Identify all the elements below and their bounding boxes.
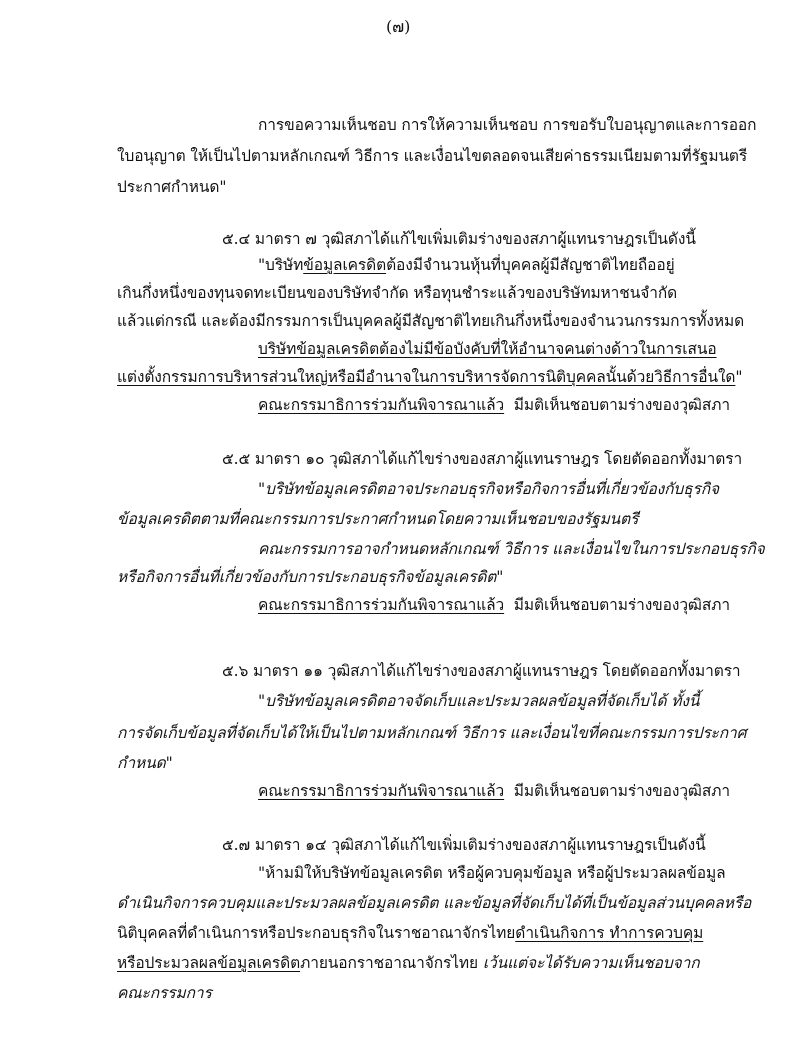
- deleted-text-line: ข้อมูลเครดิตตามที่คณะกรรมการประกาศกำหนดโดยความเห็นชอบของรัฐมนตรี: [117, 510, 639, 528]
- underlined-text: ข้อมูลเครดิต: [303, 256, 387, 274]
- underlined-text: ดำเนินกิจการ ทำการควบคุม: [515, 924, 704, 942]
- opinion-text: มีมติเห็นชอบตามร่างของวุฒิสภา: [513, 396, 730, 414]
- deleted-text-line: "บริษัทข้อมูลเครดิตอาจประกอบธุรกิจหรือกิจการอื่นที่เกี่ยวข้องกับธุรกิจ: [258, 480, 720, 498]
- quote-line-underlined: บริษัทข้อมูลเครดิตต้องไม่มีข้อบังคับที่ให้อำนาจคนต่างด้าวในการเสนอ: [258, 340, 717, 358]
- deleted-text: เว้นแต่จะได้รับความเห็นชอบจาก: [478, 954, 700, 972]
- section-heading-5-4: ๕.๔ มาตรา ๗ วุฒิสภาได้แก้ไขเพิ่มเติมร่างของสภาผู้แทนราษฎรเป็นดังนี้: [222, 230, 696, 248]
- quote-line: "บริษัทข้อมูลเครดิตต้องมีจำนวนหุ้นที่บุคคลผู้มีสัญชาติไทยถืออยู่: [258, 256, 675, 274]
- paragraph-line: ประกาศกำหนด": [117, 178, 227, 196]
- section-heading-5-6: ๕.๖ มาตรา ๑๑ วุฒิสภาได้แก้ไขร่างของสภาผู้แทนราษฎร โดยตัดออกทั้งมาตรา: [222, 662, 741, 680]
- quote-line: แล้วแต่กรณี และต้องมีกรรมการเป็นบุคคลผู้มีสัญชาติไทยเกินกึ่งหนึ่งของจำนวนกรรมการทั้งหมด: [117, 312, 745, 330]
- deleted-text-line: ดำเนินกิจการควบคุมและประมวลผลข้อมูลเครดิต และข้อมูลที่จัดเก็บได้ที่เป็นข้อมูลส่วนบุคคลหรือ: [117, 894, 752, 912]
- paragraph-line: การขอความเห็นชอบ การให้ความเห็นชอบ การขอรับใบอนุญาตและการออก: [258, 116, 757, 134]
- committee-label: คณะกรรมาธิการร่วมกันพิจารณาแล้ว: [258, 782, 505, 800]
- committee-resolution: [258, 780, 730, 802]
- committee-label: คณะกรรมาธิการร่วมกันพิจารณาแล้ว: [258, 596, 505, 614]
- deleted-text-line: การจัดเก็บข้อมูลที่จัดเก็บได้ให้เป็นไปตามหลักเกณฑ์ วิธีการ และเงื่อนไขที่คณะกรรมการประกาศ: [117, 724, 747, 742]
- quote-line: แต่งตั้งกรรมการบริหารส่วนใหญ่หรือมีอำนาจในการบริหารจัดการนิติบุคคลนั้นด้วยวิธีการอื่นใด": [117, 368, 743, 386]
- underlined-text: หรือประมวลผลข้อมูลเครดิต: [117, 954, 301, 972]
- quote-line: นิติบุคคลที่ดำเนินการหรือประกอบธุรกิจในราชอาณาจักรไทยดำเนินกิจการ ทำการควบคุม: [117, 924, 704, 942]
- committee-resolution: [258, 394, 730, 416]
- deleted-text-line: หรือกิจการอื่นที่เกี่ยวข้องกับการประกอบธุรกิจข้อมูลเครดิต": [117, 568, 504, 586]
- opinion-text: มีมติเห็นชอบตามร่างของวุฒิสภา: [513, 782, 730, 800]
- paragraph-line: ใบอนุญาต ให้เป็นไปตามหลักเกณฑ์ วิธีการ และเงื่อนไขตลอดจนเสียค่าธรรมเนียมตามที่รัฐมนตรี: [117, 147, 748, 165]
- deleted-text-line: กำหนด": [117, 754, 173, 772]
- deleted-text-line: คณะกรรมการอาจกำหนดหลักเกณฑ์ วิธีการ และเงื่อนไขในการประกอบธุรกิจ: [258, 540, 765, 558]
- section-heading-5-5: ๕.๕ มาตรา ๑๐ วุฒิสภาได้แก้ไขร่างของสภาผู้แทนราษฎร โดยตัดออกทั้งมาตรา: [222, 450, 743, 468]
- section-heading-5-7: ๕.๗ มาตรา ๑๔ วุฒิสภาได้แก้ไขเพิ่มเติมร่างของสภาผู้แทนราษฎรเป็นดังนี้: [222, 836, 706, 854]
- deleted-text-line: คณะกรรมการ: [117, 984, 212, 1002]
- quote-line: หรือประมวลผลข้อมูลเครดิตภายนอกราชอาณาจักรไทย เว้นแต่จะได้รับความเห็นชอบจาก: [117, 954, 700, 972]
- opinion-text: มีมติเห็นชอบตามร่างของวุฒิสภา: [513, 596, 730, 614]
- committee-label: คณะกรรมาธิการร่วมกันพิจารณาแล้ว: [258, 396, 505, 414]
- quote-line: เกินกึ่งหนึ่งของทุนจดทะเบียนของบริษัทจำกัด หรือทุนชำระแล้วของบริษัทมหาชนจำกัด: [117, 284, 678, 302]
- committee-resolution: [258, 594, 730, 616]
- underlined-text: แต่งตั้งกรรมการบริหารส่วนใหญ่หรือมีอำนาจในการบริหารจัดการนิติบุคคลนั้นด้วยวิธีการอื่นใด: [117, 368, 736, 386]
- quote-line: "ห้ามมิให้บริษัทข้อมูลเครดิต หรือผู้ควบคุมข้อมูล หรือผู้ประมวลผลข้อมูล: [258, 864, 726, 882]
- deleted-text-line: "บริษัทข้อมูลเครดิตอาจจัดเก็บและประมวลผลข้อมูลที่จัดเก็บได้ ทั้งนี้: [258, 692, 700, 710]
- page-number: (๗): [386, 17, 411, 36]
